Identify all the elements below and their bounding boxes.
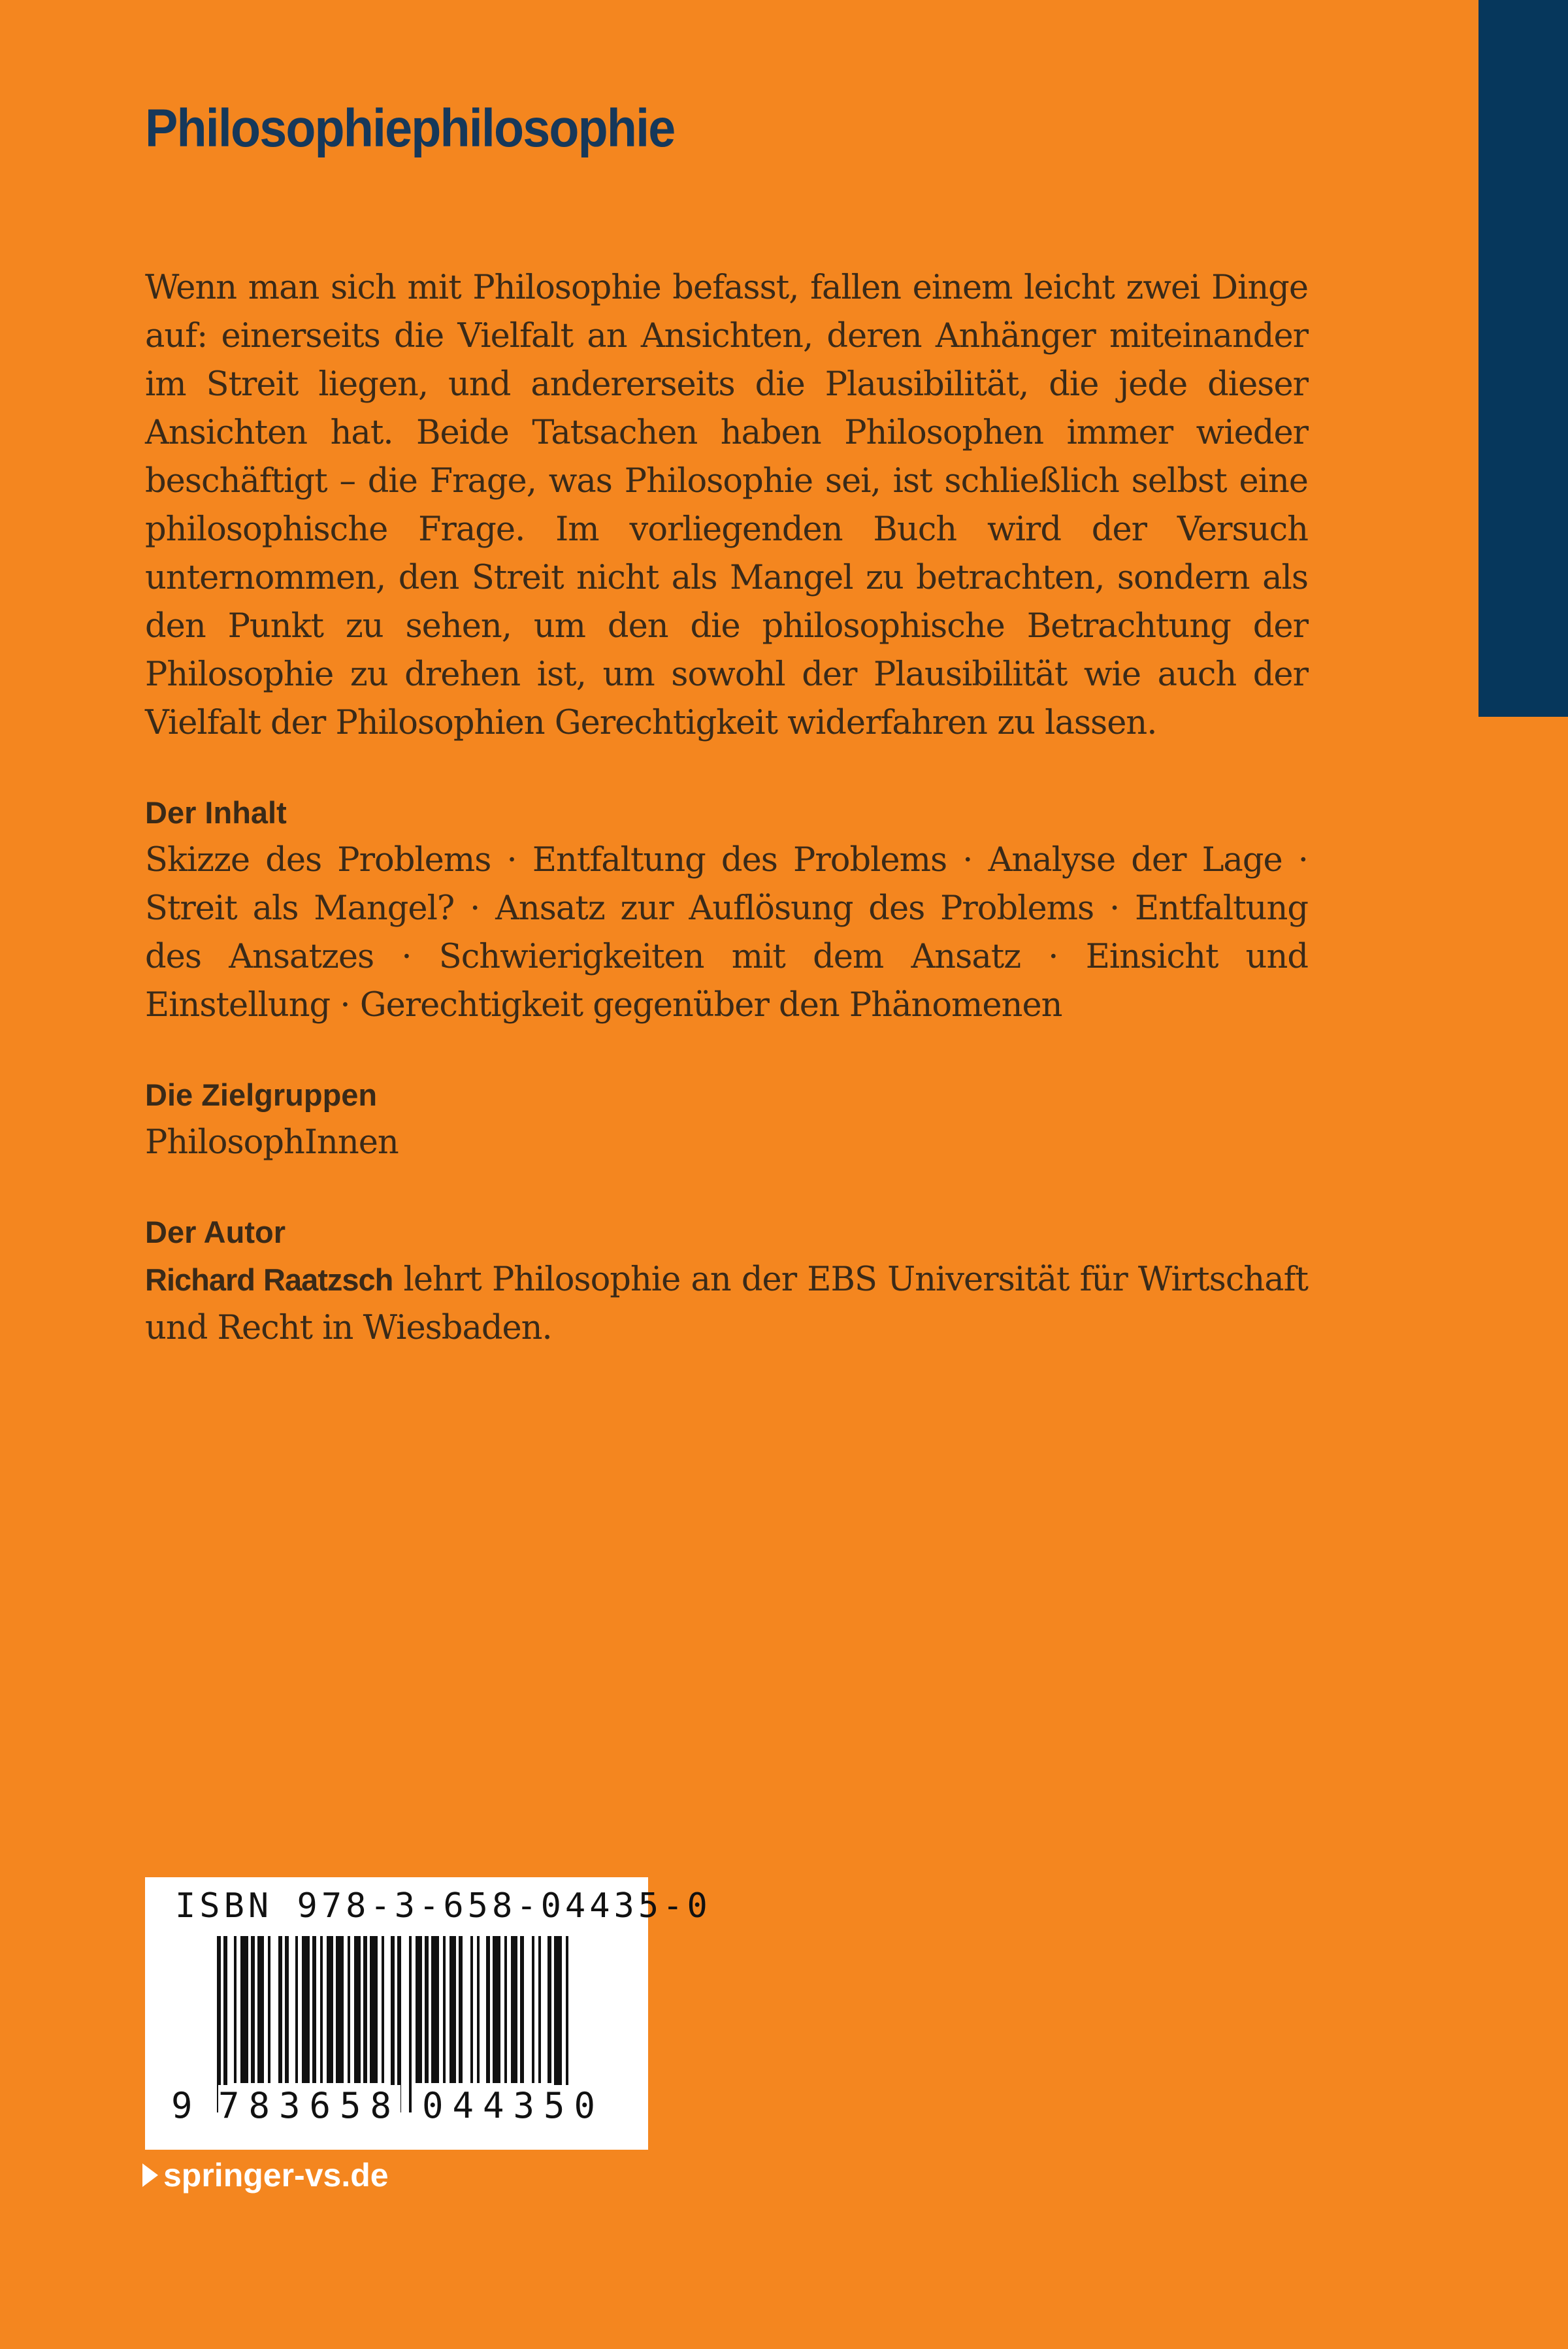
barcode-bar — [327, 1936, 333, 2083]
barcode-bar — [532, 1936, 534, 2083]
contents-heading: Der Inhalt — [145, 795, 287, 830]
barcode-bar — [477, 1936, 480, 2083]
barcode-bar — [257, 1936, 264, 2083]
barcode-bar — [493, 1936, 500, 2083]
arrow-right-icon — [142, 2163, 158, 2187]
barcode-bar — [538, 1936, 541, 2083]
barcode-bar — [425, 1936, 429, 2083]
barcode-bar — [336, 1936, 344, 2083]
barcode-bar — [251, 1936, 255, 2083]
barcode-bar — [459, 1936, 463, 2083]
back-cover-content — [145, 98, 1308, 1353]
barcode-bar — [240, 1936, 248, 2083]
author-text — [145, 1256, 1308, 1353]
audience-text: PhilosophInnen — [145, 1123, 399, 1162]
barcode-bar — [547, 1936, 551, 2083]
barcode-bar — [511, 1936, 517, 2083]
barcode-bar — [370, 1936, 378, 2083]
contents-text: Skizze des Problems · Entfaltung des Problems · Analyse der Lage · Streit als Mangel? · Ansatz zur Auflösung des Problems · Entfaltung des Ansatzes · Schwierigkeiten mit dem Ansatz · Einsicht und Einstellung · Gerechtigkeit gegenüber den Phänomenen — [145, 841, 1308, 1025]
barcode-bar — [234, 1936, 237, 2083]
ean-digits — [171, 2085, 629, 2137]
author-heading: Der Autor — [145, 1215, 286, 1249]
barcode-bar — [320, 1936, 323, 2083]
author-name: Richard Raatzsch — [145, 1262, 393, 1297]
barcode-bar — [348, 1936, 350, 2083]
barcode-bar — [416, 1936, 422, 2083]
barcode-bar — [363, 1936, 367, 2083]
barcode-bar — [431, 1936, 439, 2083]
barcode-bar — [470, 1936, 473, 2083]
barcode-bar — [295, 1936, 298, 2083]
ean-left-group: 783658 — [218, 2085, 401, 2126]
isbn-label: ISBN 978-3-658-04435-0 — [175, 1886, 711, 1926]
ean-first-digit: 9 — [171, 2085, 193, 2126]
barcode-bar — [486, 1936, 490, 2083]
barcode-bar — [268, 1936, 270, 2083]
barcode-bar — [382, 1936, 384, 2083]
barcode-box — [145, 1877, 711, 2150]
author-bio: lehrt Philosophie an der EBS Universität für Wirtschaft und Recht in Wiesbaden. — [145, 1260, 1309, 1347]
publisher-link[interactable] — [142, 2156, 389, 2194]
barcode-bar — [312, 1936, 316, 2083]
publisher-url: springer-vs.de — [163, 2157, 389, 2193]
ean-right-group: 044350 — [422, 2085, 605, 2126]
barcode-bar — [285, 1936, 289, 2083]
barcode-bar — [449, 1936, 456, 2083]
barcode-bar — [520, 1936, 524, 2083]
barcode-bar — [278, 1936, 282, 2083]
book-title: Philosophiephilosophie — [145, 99, 675, 158]
spine-bar — [1478, 0, 1568, 717]
barcode-bar — [302, 1936, 310, 2083]
barcode-bar — [504, 1936, 507, 2083]
audience-heading: Die Zielgruppen — [145, 1077, 378, 1112]
book-description: Wenn man sich mit Philosophie befasst, fallen einem leicht zwei Dinge auf: einerseits die Vielfalt an Ansichten, deren Anhänger miteinander im Streit liegen, und andererseits die Plausibilität, die jede dieser Ansichten hat. Beide Tatsachen haben Philosophen immer wieder beschäftigt – die Frage, was Philosophie sei, ist schließlich selbst eine philosophische Frage. Im vorliegenden Buch wird der Versuch unternommen, den Streit nicht als Mangel zu betrachten, sondern als den Punkt zu sehen, um den die philosophische Betrachtung der Philosophie zu drehen ist, um sowohl der Plausibilität wie auch der Vielfalt der Philosophien Gerechtigkeit widerfahren zu lassen. — [145, 269, 1308, 742]
barcode-bar — [354, 1936, 361, 2083]
barcode-bar — [443, 1936, 446, 2083]
